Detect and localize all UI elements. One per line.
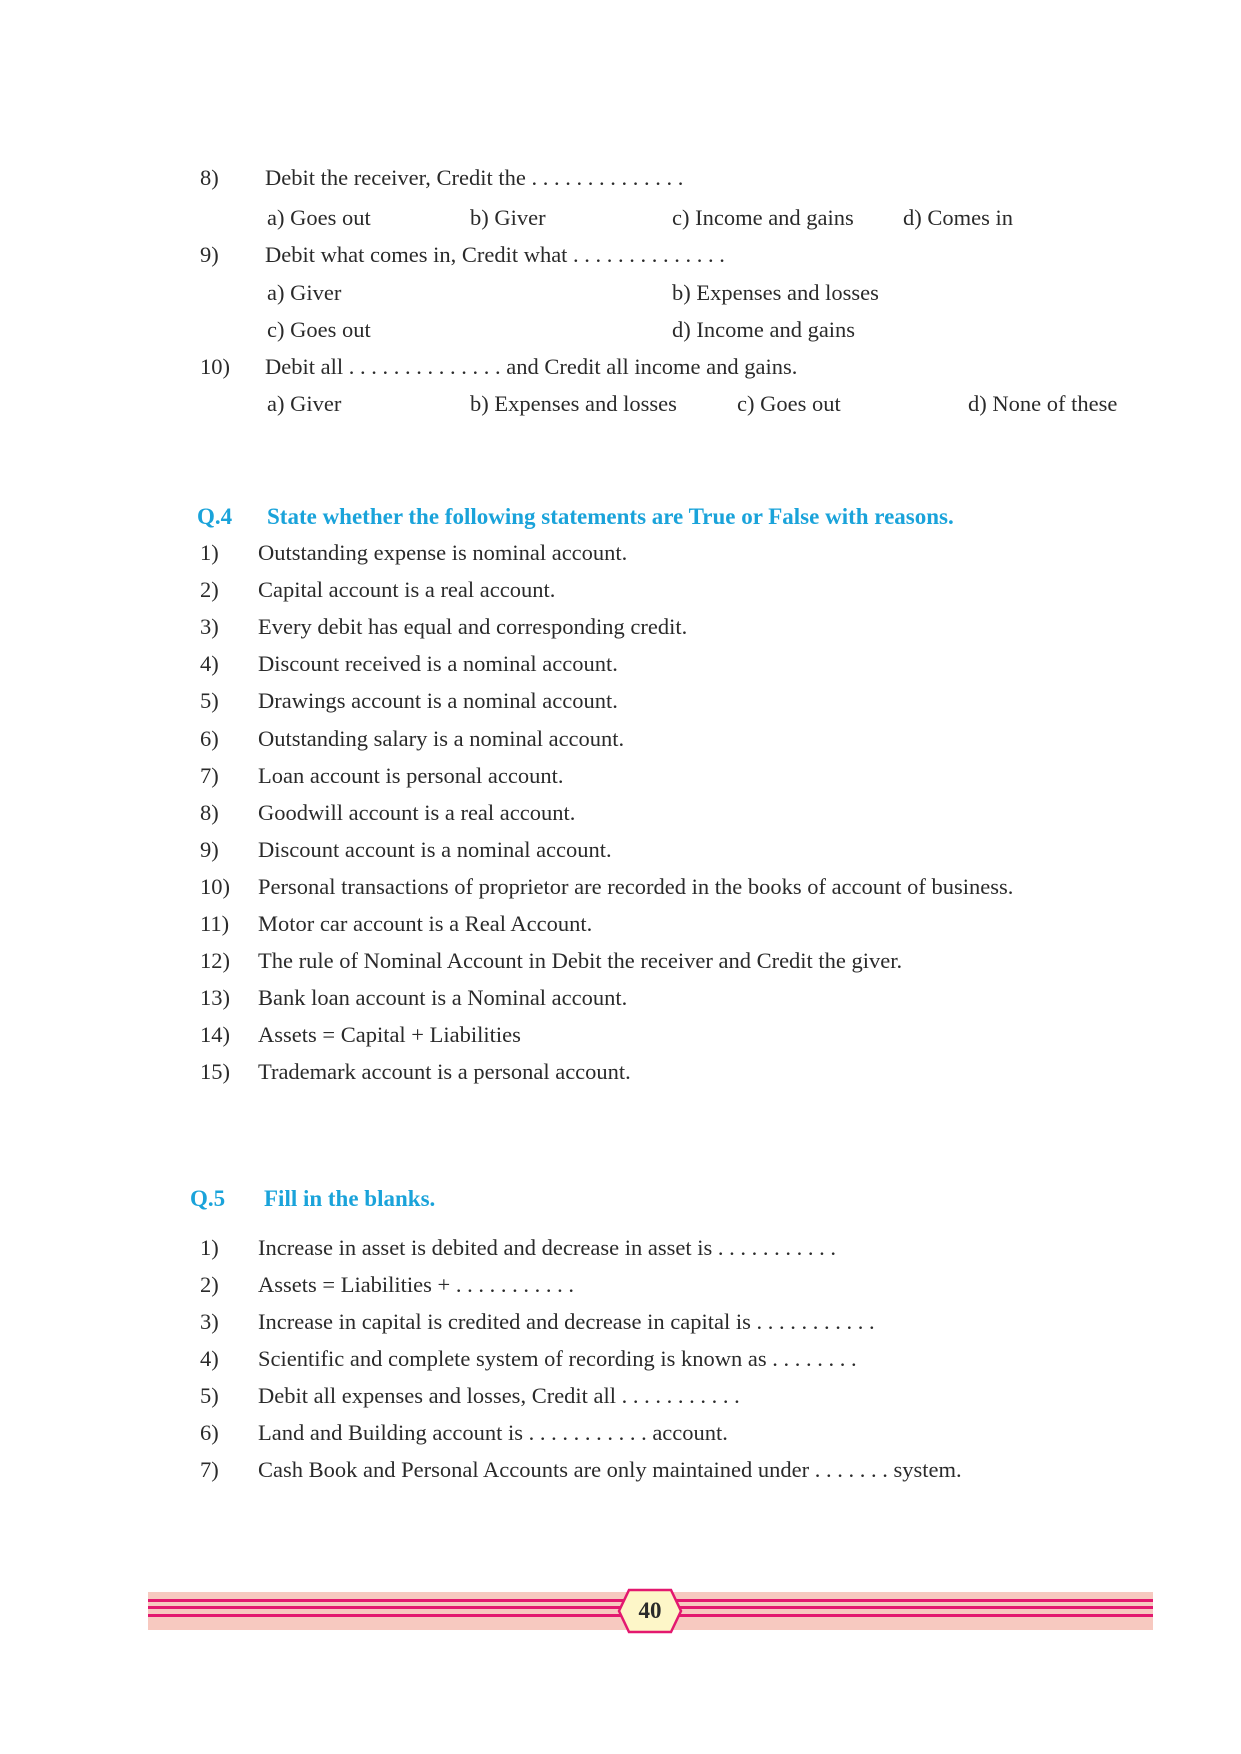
q5-item-number: 2) [200,1272,219,1297]
mcq-9-option-c: c) Goes out [267,317,371,342]
q5-item-number: 5) [200,1383,219,1408]
mcq-9-number: 9) [200,242,219,267]
q4-item-number: 9) [200,836,219,862]
q4-title: State whether the following statements are True or False with reasons. [267,504,954,529]
q4-item-text: Discount received is a nominal account. [258,651,618,677]
q5-item-number: 6) [200,1420,219,1445]
mcq-10-option-d: d) None of these [968,391,1118,416]
mcq-8-option-d: d) Comes in [903,205,1013,230]
q5-title: Fill in the blanks. [264,1186,436,1211]
q4-item-text: Personal transactions of proprietor are recorded in the books of account of business. [258,873,1014,899]
mcq-10-option-b: b) Expenses and losses [470,391,677,416]
q4-item-text: Discount account is a nominal account. [258,836,612,862]
mcq-9-question: Debit what comes in, Credit what . . . . . . . . . . . . . . [265,242,725,267]
q4-item-number: 2) [200,577,219,603]
q4-item-text: Bank loan account is a Nominal account. [258,985,628,1011]
q5-item-text: Assets = Liabilities + . . . . . . . . . . . [258,1272,574,1297]
q5-item-text: Increase in asset is debited and decrease in asset is . . . . . . . . . . . [258,1235,836,1260]
q4-item-number: 11) [200,911,230,936]
q4-item-text: Outstanding expense is nominal account. [258,540,628,565]
q4-item-number: 14) [200,1022,230,1048]
q4-item-number: 7) [200,762,219,788]
q4-item-number: 4) [200,651,219,677]
mcq-10-number: 10) [200,354,230,379]
q4-item-text: Capital account is a real account. [258,577,556,603]
mcq-8-option-a: a) Goes out [267,205,371,230]
q4-label: Q.4 [197,504,233,529]
q4-item-number: 10) [200,873,230,899]
q4-item-number: 12) [200,948,230,974]
q4-item-number: 1) [200,540,219,565]
mcq-8-question: Debit the receiver, Credit the . . . . . . . . . . . . . . [265,165,684,190]
q4-item-number: 6) [200,725,219,751]
mcq-9-option-a: a) Giver [267,280,342,305]
q4-item-text: Outstanding salary is a nominal account. [258,725,625,751]
q4-item-number: 13) [200,985,230,1011]
q4-item-number: 8) [200,799,219,825]
q4-item-text: Every debit has equal and corresponding credit. [258,614,688,640]
mcq-10-option-c: c) Goes out [737,391,841,416]
q5-item-text: Scientific and complete system of recording is known as . . . . . . . . [258,1346,857,1371]
q5-item-number: 4) [200,1346,219,1371]
q4-item-number: 15) [200,1059,230,1085]
q4-item-text: Assets = Capital + Liabilities [258,1022,521,1048]
q4-item-text: Drawings account is a nominal account. [258,688,618,714]
mcq-8-number: 8) [200,165,219,190]
q5-item-text: Cash Book and Personal Accounts are only maintained under . . . . . . . system. [258,1457,962,1482]
q4-item-text: Motor car account is a Real Account. [258,911,593,936]
mcq-9-option-d: d) Income and gains [672,317,856,342]
q4-item-text: Trademark account is a personal account. [258,1059,631,1085]
mcq-10-option-a: a) Giver [267,391,342,416]
q5-item-text: Land and Building account is . . . . . . . . . . . account. [258,1420,728,1445]
q5-item-number: 1) [200,1235,219,1260]
mcq-8-option-b: b) Giver [470,205,546,230]
q5-item-number: 7) [200,1457,219,1482]
mcq-10-question: Debit all . . . . . . . . . . . . . . and Credit all income and gains. [265,354,798,379]
page-number: 40 [638,1598,662,1623]
q5-item-text: Debit all expenses and losses, Credit all . . . . . . . . . . . [258,1383,740,1408]
q5-item-text: Increase in capital is credited and decrease in capital is . . . . . . . . . . . [258,1309,875,1334]
mcq-8-option-c: c) Income and gains [672,205,854,230]
q5-label: Q.5 [190,1186,226,1211]
q4-item-text: The rule of Nominal Account in Debit the receiver and Credit the giver. [258,948,903,974]
q4-item-text: Goodwill account is a real account. [258,799,576,825]
q4-item-number: 3) [200,614,219,640]
q4-item-text: Loan account is personal account. [258,762,564,788]
mcq-9-option-b: b) Expenses and losses [672,280,879,305]
q5-item-number: 3) [200,1309,219,1334]
q4-item-number: 5) [200,688,219,714]
